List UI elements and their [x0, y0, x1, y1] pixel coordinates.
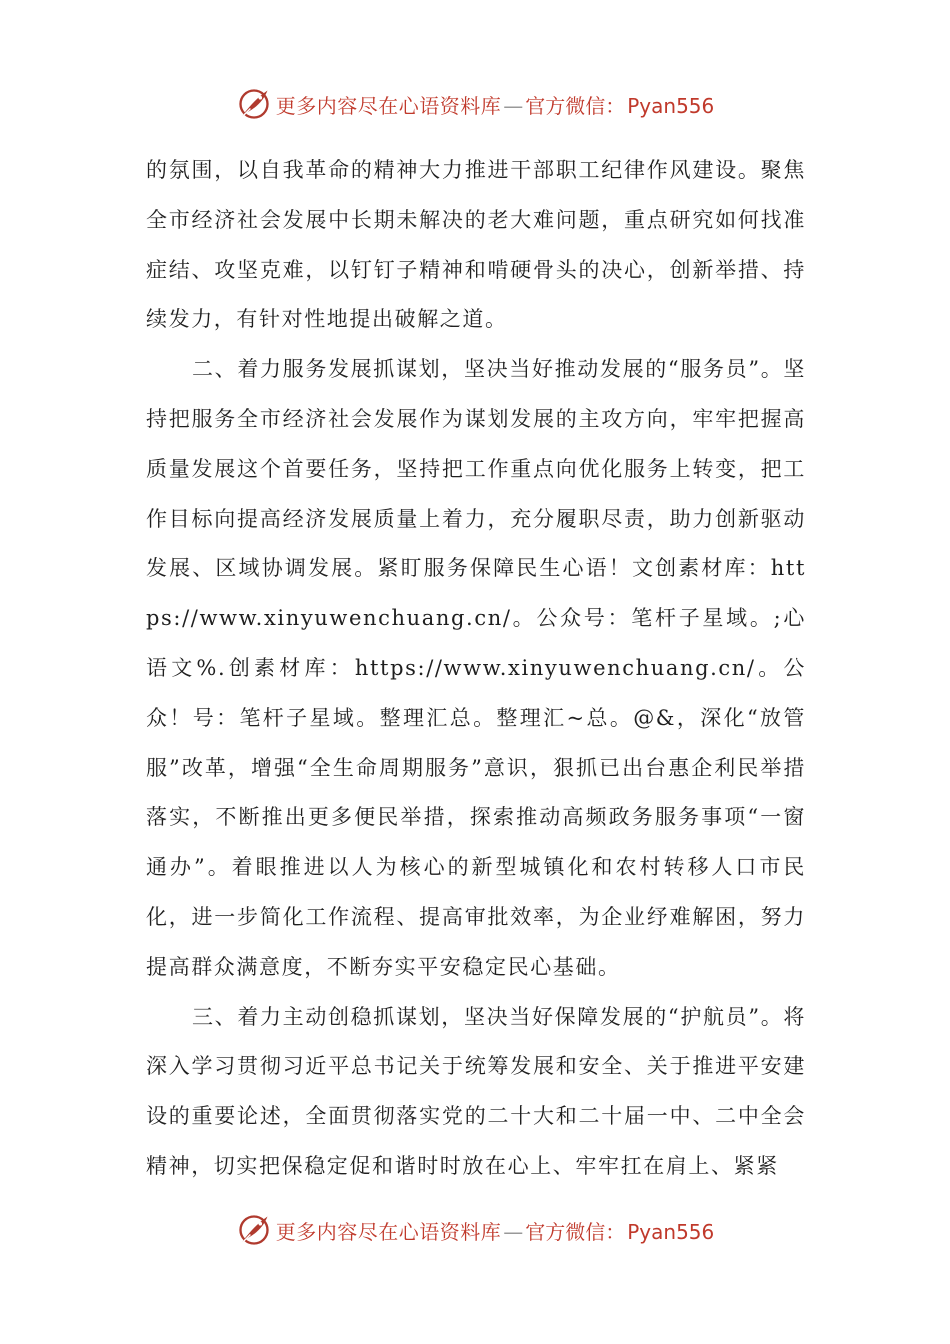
paragraph-2: 二、着力服务发展抓谋划，坚决当好推动发展的“服务员”。坚持把服务全市经济社会发展作为谋划发展的主攻方向，牢牢把握高质量发展这个首要任务，坚持把工作重点向优化服务上转变，把工作目标向提高经济发展质量上着力，充分履职尽责，助力创新驱动发展、区域协调发展。紧盯服务保障民生心语！文创素材库：https://www.xinyuwenchuang.cn/。公众号：笔杆子星域。;心语文%.创素材库：https://www.xinyuwenchuang.cn/。公众！号：笔杆子星域。整理汇总。整理汇~总。@&，深化“放管服”改革，增强“全生命周期服务”意识，狠抓已出台惠企利民举措落实，不断推出更多便民举措，探索推动高频政务服务事项“一窗通办”。着眼推进以人为核心的新型城镇化和农村转移人口市民化，进一步简化工作流程、提高审批效率，为企业纾难解困，努力提高群众满意度，不断夯实平安稳定民心基础。 — [146, 357, 806, 979]
banner-wechat-label: 官方微信： — [525, 93, 626, 118]
banner-title: 更多内容尽在心语资料库 — [275, 93, 502, 118]
banner-dash: — — [503, 93, 524, 118]
paragraph-1: 的氛围，以自我革命的精神大力推进干部职工纪律作风建设。聚焦全市经济社会发展中长期未解决的老大难问题，重点研究如何找准症结、攻坚克难，以钉钉子精神和啃硬骨头的决心，创新举措、持续发力，有针对性地提出破解之道。 — [146, 158, 806, 332]
banner-wechat-id: Pyan556 — [627, 93, 715, 118]
quill-logo-icon — [236, 86, 272, 122]
banner-dash: — — [503, 1219, 524, 1244]
header-banner — [0, 84, 950, 124]
footer-banner — [0, 1210, 950, 1250]
banner-text — [276, 90, 715, 119]
quill-logo-icon — [236, 1212, 272, 1248]
banner-wechat-id: Pyan556 — [627, 1219, 715, 1244]
paragraph-3: 三、着力主动创稳抓谋划，坚决当好保障发展的“护航员”。将深入学习贯彻习近平总书记关于统筹发展和安全、关于推进平安建设的重要论述，全面贯彻落实党的二十大和二十届一中、二中全会精神，切实把保稳定促和谐时时放在心上、牢牢扛在肩上、紧紧 — [146, 1004, 806, 1178]
banner-wechat-label: 官方微信： — [525, 1219, 626, 1244]
banner-text — [276, 1216, 715, 1245]
document-body — [146, 146, 806, 1192]
banner-title: 更多内容尽在心语资料库 — [275, 1219, 502, 1244]
